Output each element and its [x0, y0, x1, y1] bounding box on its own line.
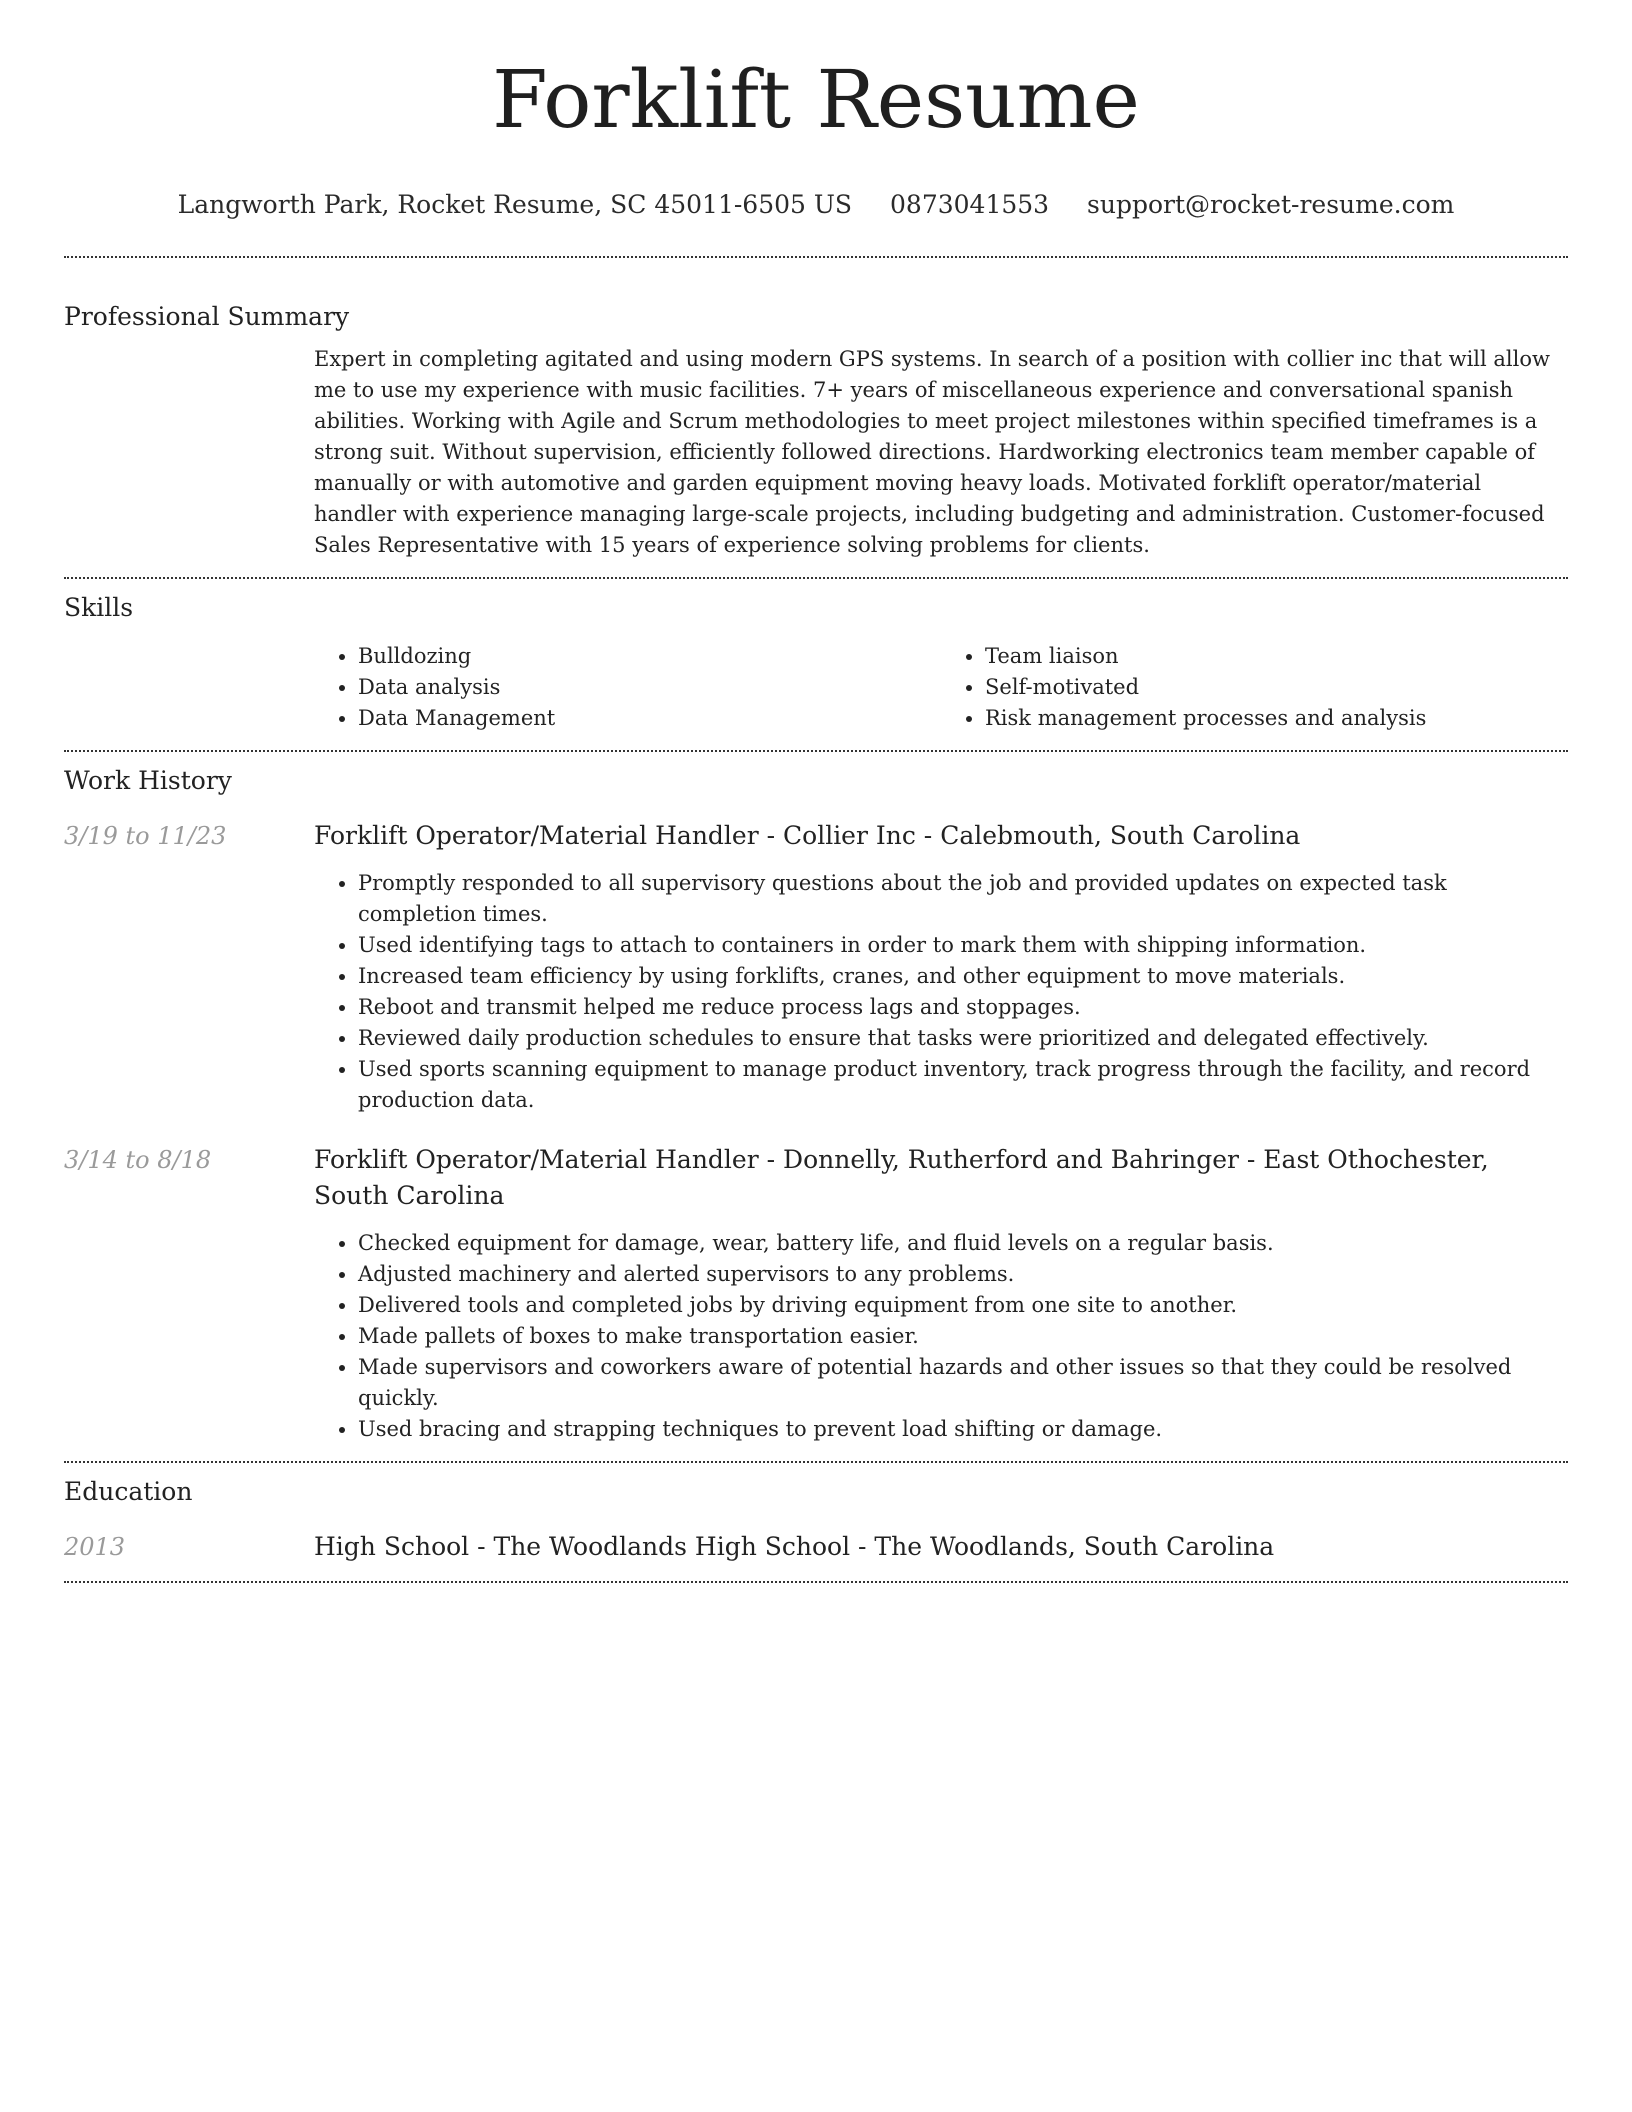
education-title: Education [64, 1477, 193, 1506]
job-dates-col [64, 1142, 314, 1445]
job-bullet: • Reviewed daily production schedules to ensure that tasks were prioritized and delegated effectively. [358, 1023, 1568, 1054]
job-content [314, 818, 1568, 1116]
skill-item: • Risk management processes and analysis [985, 703, 1568, 734]
education-entry [64, 1529, 1568, 1581]
education-content [314, 1529, 1568, 1565]
summary-section [64, 300, 1568, 577]
education-section [64, 1475, 1568, 1581]
job-bullet: • Used sports scanning equipment to manage product inventory, track progress through the facility, and record production data. [358, 1054, 1568, 1116]
skills-left-spacer [64, 641, 314, 734]
job-dates-col [64, 818, 314, 1116]
job-bullet: • Delivered tools and completed jobs by driving equipment from one site to another. [358, 1290, 1568, 1321]
job-entry [64, 1142, 1568, 1445]
contact-phone: 0873041553 [890, 190, 1050, 219]
work-divider [64, 1461, 1568, 1463]
job-dates: 3/14 to 8/18 [64, 1146, 212, 1174]
skill-item: • Data analysis [358, 672, 941, 703]
job-bullet: • Adjusted machinery and alerted supervisors to any problems. [358, 1259, 1568, 1290]
job-entry [64, 818, 1568, 1116]
skills-grid [314, 641, 1568, 734]
skills-row [64, 641, 1568, 750]
summary-text: Expert in completing agitated and using modern GPS systems. In search of a position with collier inc that will allow me to use my experience with music facilities. 7+ years of miscellaneous experience and conversational spanish abilities. Working with Agile and Scrum methodologies to meet project milestones within specified timeframes is a strong suit. Without supervision, efficiently followed directions. Hardworking electronics team member capable of manually or with automotive and garden equipment moving heavy loads. Motivated forklift operator/material handler with experience managing large-scale projects, including budgeting and administration. Customer-focused Sales Representative with 15 years of experience solving problems for clients. [314, 347, 1550, 557]
skill-item: • Team liaison [985, 641, 1568, 672]
skill-item: • Data Management [358, 703, 941, 734]
work-section [64, 764, 1568, 1461]
job-bullet: • Used identifying tags to attach to containers in order to mark them with shipping information. [358, 930, 1568, 961]
job-bullet: • Made pallets of boxes to make transportation easier. [358, 1321, 1568, 1352]
skill-item: • Self-motivated [985, 672, 1568, 703]
summary-row [64, 344, 1568, 577]
summary-divider [64, 577, 1568, 579]
contact-address: Langworth Park, Rocket Resume, SC 45011-6505 US [177, 190, 853, 219]
job-dates: 3/19 to 11/23 [64, 822, 227, 850]
job-bullets [314, 1228, 1568, 1445]
skills-section [64, 591, 1568, 750]
skills-list-right [941, 641, 1568, 734]
contact-line [64, 188, 1568, 222]
skills-list-left [314, 641, 941, 734]
education-year: 2013 [64, 1533, 126, 1561]
skill-item: • Bulldozing [358, 641, 941, 672]
summary-left-spacer [64, 344, 314, 561]
job-bullet: • Reboot and transmit helped me reduce process lags and stoppages. [358, 992, 1568, 1023]
resume-name: Forklift Resume [492, 53, 1140, 146]
job-content [314, 1142, 1568, 1445]
job-heading: Forklift Operator/Material Handler - Collier Inc - Calebmouth, South Carolina [314, 821, 1301, 850]
job-bullets [314, 868, 1568, 1116]
summary-content [314, 344, 1568, 561]
job-bullet: • Checked equipment for damage, wear, battery life, and fluid levels on a regular basis. [358, 1228, 1568, 1259]
work-title: Work History [64, 766, 232, 795]
summary-title: Professional Summary [64, 302, 350, 331]
education-divider [64, 1581, 1568, 1583]
job-heading: Forklift Operator/Material Handler - Donnelly, Rutherford and Bahringer - East Othochester, South Carolina [314, 1145, 1489, 1210]
contact-email: support@rocket-resume.com [1087, 190, 1455, 219]
job-bullet: • Promptly responded to all supervisory questions about the job and provided updates on expected task completion times. [358, 868, 1568, 930]
education-heading: High School - The Woodlands High School - The Woodlands, South Carolina [314, 1532, 1275, 1561]
header-divider [64, 256, 1568, 258]
job-bullet: • Made supervisors and coworkers aware of potential hazards and other issues so that they could be resolved quickly. [358, 1352, 1568, 1414]
job-bullet: • Increased team efficiency by using forklifts, cranes, and other equipment to move materials. [358, 961, 1568, 992]
skills-divider [64, 750, 1568, 752]
skills-title: Skills [64, 593, 134, 622]
job-bullet: • Used bracing and strapping techniques to prevent load shifting or damage. [358, 1414, 1568, 1445]
education-year-col [64, 1529, 314, 1565]
